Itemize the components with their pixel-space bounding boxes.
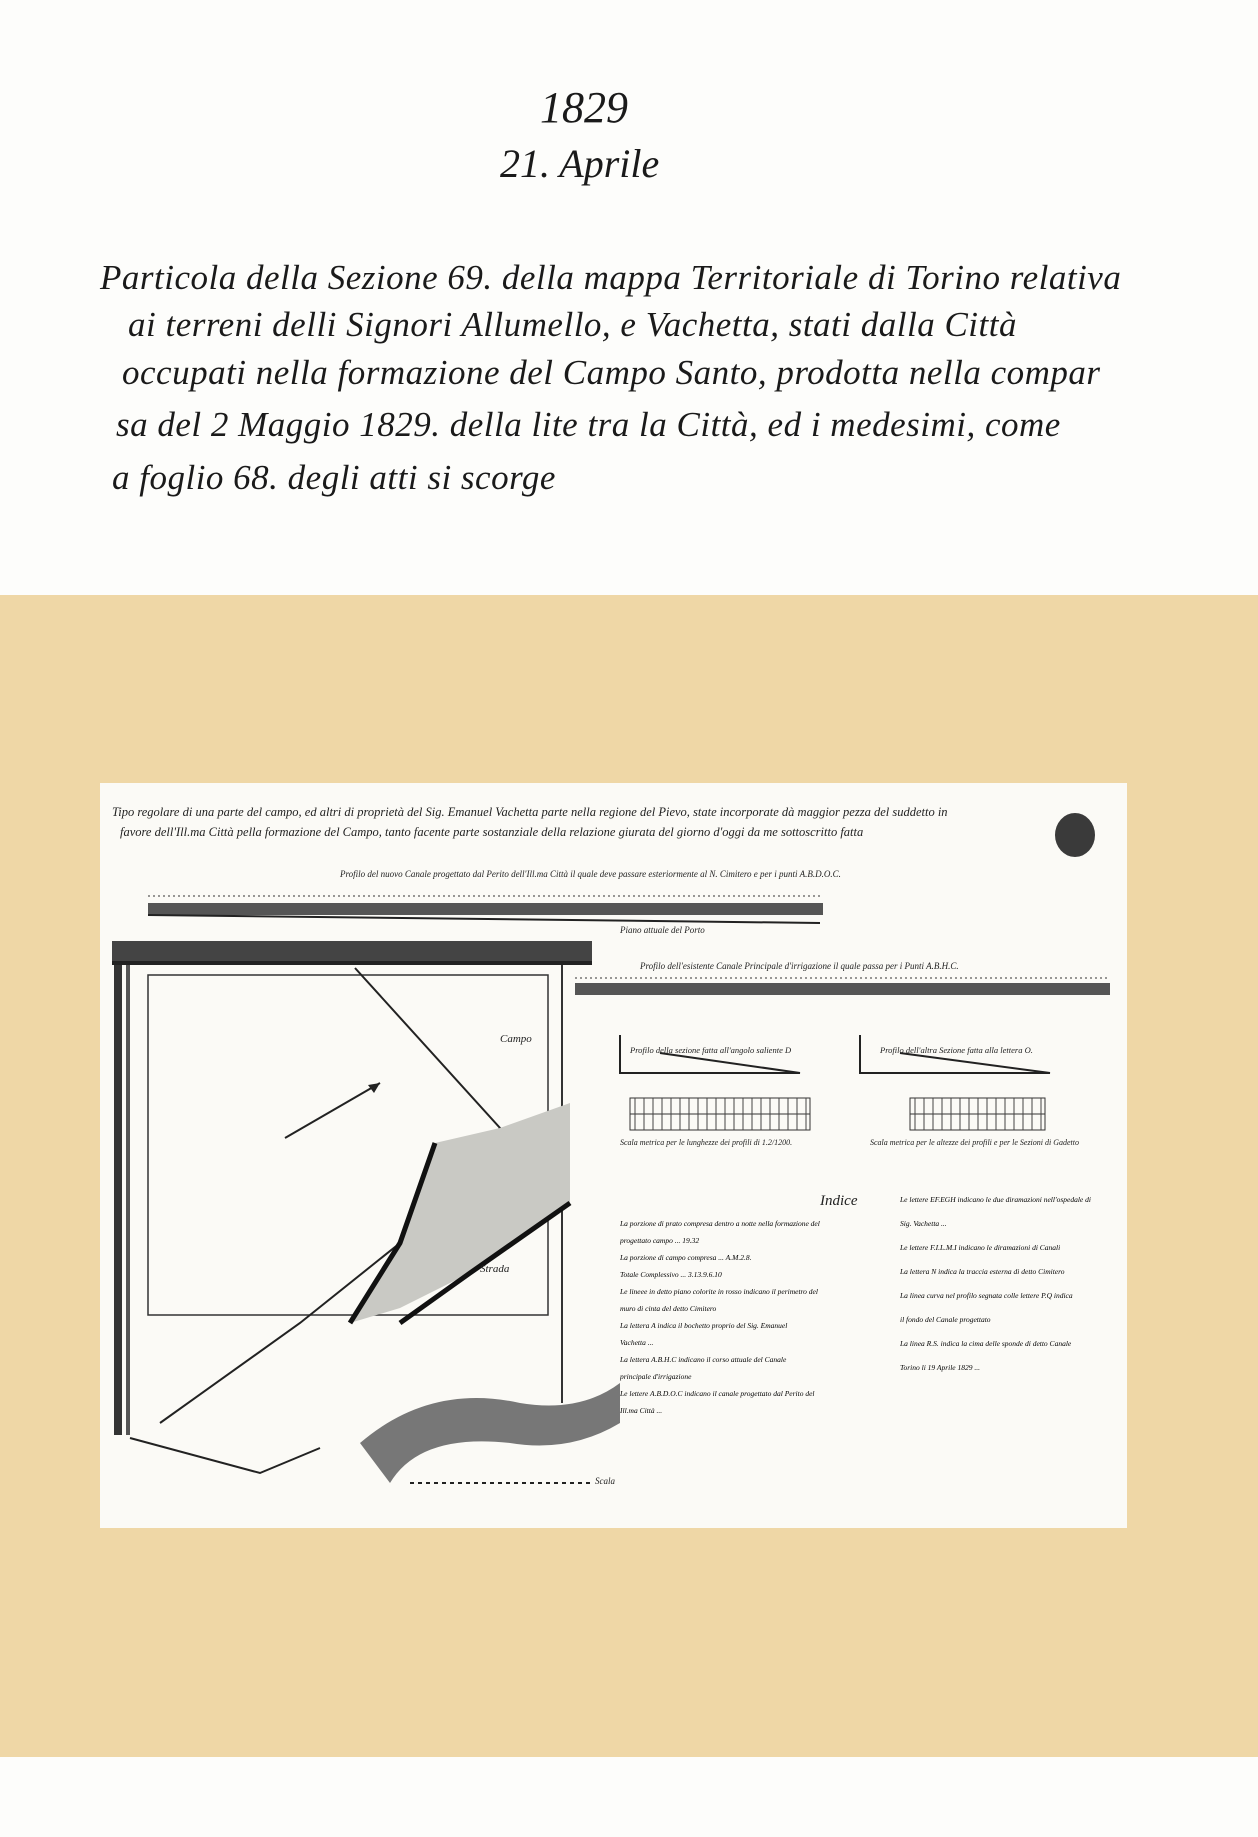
index-title: Indice	[820, 1193, 858, 1209]
index-entry: La linea R.S. indica la cima delle sponde di detto Canale	[900, 1339, 1072, 1348]
index-entry: muro di cinta del detto Cimitero	[620, 1304, 717, 1313]
index-entry: Le lettere EF.EGH indicano le due diramazioni nell'ospedale di	[900, 1195, 1091, 1204]
section-2-label: Profilo dell'altra Sezione fatta alla lettera O.	[880, 1045, 1033, 1055]
caption-line: occupati nella formazione del Campo Santo, prodotta nella compar	[122, 353, 1101, 392]
date-heading: 21. Aprile	[500, 141, 660, 186]
scale-bar-label: Scala	[595, 1476, 615, 1486]
campo-label: Campo	[500, 1033, 532, 1045]
caption-line: ai terreni delli Signori Allumello, e Vachetta, stati dalla Città	[128, 305, 1017, 344]
historic-map-plate	[100, 783, 1127, 1528]
index-entry: il fondo del Canale progettato	[900, 1315, 991, 1324]
index-right-column	[900, 1188, 1115, 1380]
index-entry: La porzione di campo compresa ... A.M.2.8.	[620, 1253, 752, 1262]
profile-1-note: Piano attuale del Porto	[620, 925, 705, 935]
seal-stamp	[1055, 813, 1095, 857]
wall-band	[112, 941, 592, 961]
index-entry: Le lettere A.B.D.O.C indicano il canale progettato dal Perito del	[620, 1389, 815, 1398]
index-entry: Vachetta ...	[620, 1338, 654, 1347]
scale-1-label: Scala metrica per le lunghezze dei profili di 1.2/1200.	[620, 1138, 793, 1147]
section-1-label: Profilo della sezione fatta all'angolo saliente D	[630, 1045, 792, 1055]
index-entry: Le lineee in detto piano colorite in rosso indicano il perimetro del	[620, 1287, 818, 1296]
scale-2-label: Scala metrica per le altezze dei profili e per le Sezioni di Gadetto	[870, 1138, 1079, 1147]
index-entry: progettato campo ... 19.32	[620, 1236, 700, 1245]
index-entry: Le lettere F.I.L.M.I indicano le diramazioni di Canali	[900, 1243, 1061, 1252]
caption-line: a foglio 68. degli atti si scorge	[112, 458, 556, 497]
year-heading: 1829	[540, 83, 628, 132]
index-entry: La porzione di prato compresa dentro a notte nella formazione del	[620, 1219, 820, 1228]
index-entry: Sig. Vachetta ...	[900, 1219, 947, 1228]
map-title-line: Tipo regolare di una parte del campo, ed altri di proprietà del Sig. Emanuel Vachetta parte nella regione del Pievo, state incorporate dà maggior pezza del suddetto in	[112, 805, 948, 819]
index-entry: La lettera N indica la traccia esterna di detto Cimitero	[900, 1267, 1065, 1276]
index-entry: La linea curva nel profilo segnata colle lettere P.Q indica	[900, 1291, 1073, 1300]
profile-bar-2	[575, 983, 1110, 995]
strada-label: Strada	[480, 1263, 510, 1275]
index-entry: Totale Complessivo ... 3.13.9.6.10	[620, 1270, 722, 1279]
index-entry: principale d'irrigazione	[620, 1372, 692, 1381]
index-entry: La lettera A indica il bochetto proprio del Sig. Emanuel	[620, 1321, 788, 1330]
profile-2-label: Profilo dell'esistente Canale Principale d'irrigazione il quale passa per i Punti A.B.H.C.	[640, 961, 959, 971]
map-title-line: favore dell'Ill.ma Città pella formazione del Campo, tanto facente parte sostanziale della relazione giurata del giorno d'oggi da me sottoscritto fatta	[120, 825, 864, 839]
index-entry: Ill.ma Città ...	[620, 1406, 663, 1415]
index-left-column	[620, 1215, 860, 1419]
caption-line: sa del 2 Maggio 1829. della lite tra la Città, ed i medesimi, come	[116, 405, 1061, 444]
index-entry: La lettera A.B.H.C indicano il corso attuale del Canale	[620, 1355, 787, 1364]
map-drawing	[100, 783, 1127, 1528]
profile-bar-1	[148, 903, 823, 915]
profile-1-label: Profilo del nuovo Canale progettato dal Perito dell'Ill.ma Città il quale deve passare esteriormente al N. Cimitero e per i punti A.B.D.O.C.	[340, 869, 841, 879]
caption-line: Particola della Sezione 69. della mappa Territoriale di Torino relativa	[100, 258, 1122, 297]
index-entry: Torino li 19 Aprile 1829 ...	[900, 1363, 981, 1372]
